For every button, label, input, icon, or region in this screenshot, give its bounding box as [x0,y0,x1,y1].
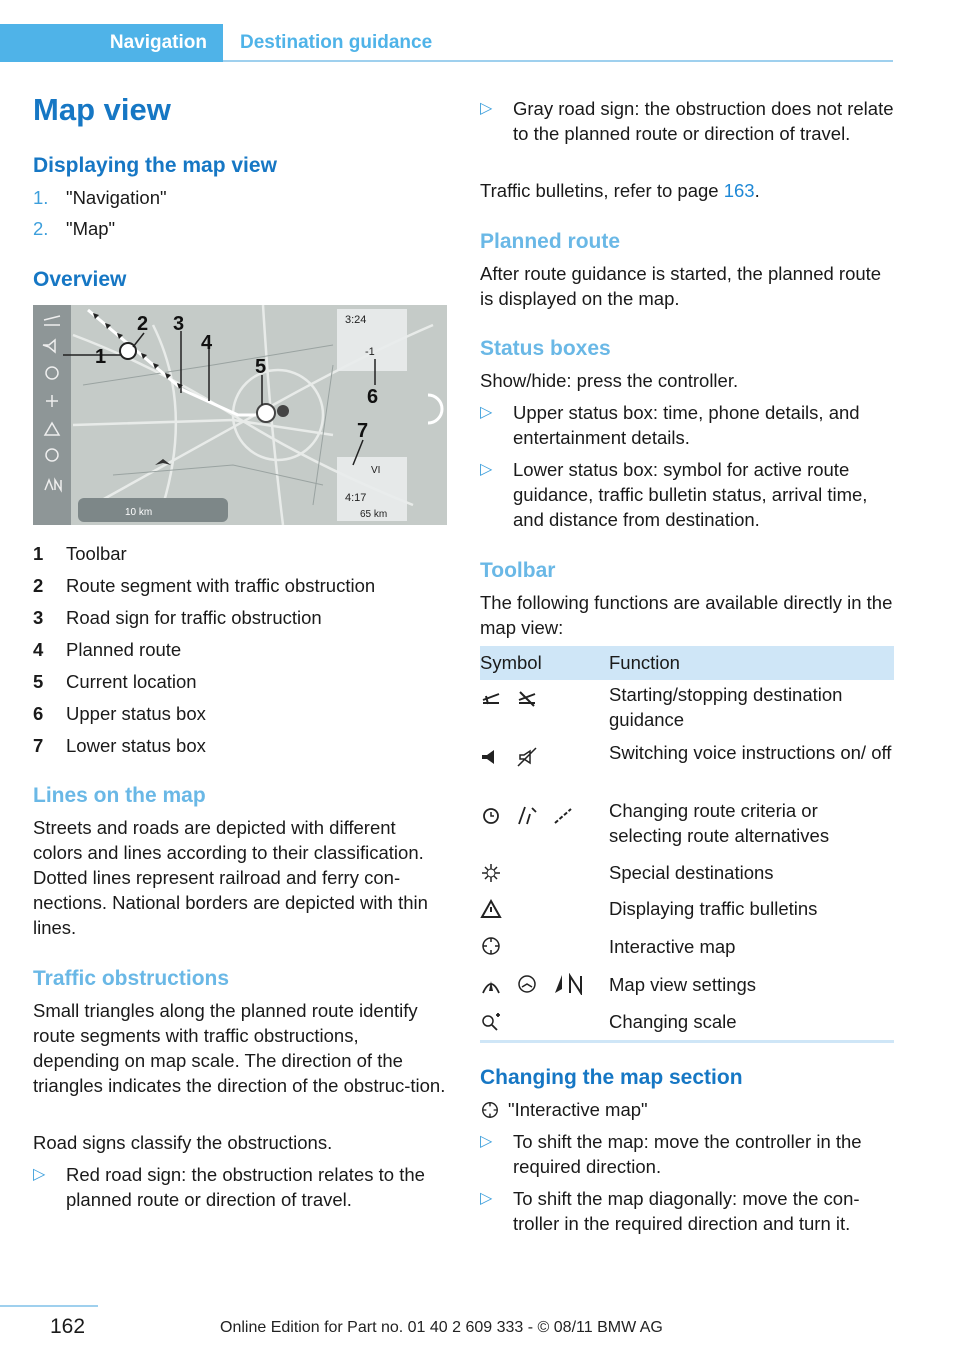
status-time: 3:24 [345,314,367,326]
table-row-symbols [480,898,502,920]
bullet-triangle-icon: ▷ [480,404,493,421]
table-bottom-rule [480,1040,894,1043]
traffic-paragraph: Small triangles along the planned route identify route segments with traffic obstructions, depending on map scale. The direction of the triangles indicates the direction of the obstruc-tion. [33,1000,446,1096]
route-alt1-icon [516,804,538,826]
traffic-bulletin-icon [480,898,502,920]
route-alt2-icon [552,804,574,826]
bullet-text: To shift the map diagonally: move the con-troller in the required direction and turn it. [513,1188,860,1234]
bullet-gray-sign [480,96,894,146]
heading-planned: Planned route [480,230,621,253]
legend-number: 7 [33,735,44,756]
voice-off-icon [516,746,538,768]
page-link[interactable]: 163 [723,180,755,201]
status-paragraph: Show/hide: press the controller. [480,370,739,391]
legend-number: 6 [33,703,44,724]
status-arrival: 4:17 [345,492,367,504]
bullet-triangle-icon: ▷ [33,1166,46,1183]
legend-item [33,701,206,726]
heading-overview: Overview [33,268,127,291]
bullet-text: Lower status box: symbol for active route guidance, traffic bulletin status, arrival time, and distance from destination. [513,459,868,530]
callout-5: 5 [255,356,267,378]
table-row-function: Starting/stopping destination guidance [609,684,843,730]
interactive-map-text: "Interactive map" [508,1099,648,1120]
table-row-symbols [480,935,502,957]
legend-item [33,605,322,630]
interactive-map-icon [480,935,502,957]
table-row-function: Map view settings [609,974,757,995]
legend-text: Route segment with traffic obstruction [66,575,376,596]
map-screenshot [33,305,447,525]
table-row-function: Displaying traffic bulletins [609,898,818,919]
legend-item [33,637,181,662]
route-criteria-icon [480,804,502,826]
toolbar-intro: The following functions are available directly in the map view: [480,592,893,638]
tab-navigation[interactable]: Navigation [0,24,223,62]
status-distance: 65 km [360,509,388,520]
traffic-signs: Road signs classify the obstructions. [33,1132,333,1153]
planned-paragraph: After route guidance is started, the planned route is displayed on the map. [480,263,882,309]
bullet-triangle-icon: ▷ [480,100,493,117]
callout-2: 2 [137,313,149,335]
col-symbol: Symbol [480,652,542,673]
legend-text: Road sign for traffic obstruction [66,607,322,628]
callout-7: 7 [357,420,369,442]
page-number-rule [0,1305,98,1307]
table-row-function: Changing scale [609,1011,737,1032]
legend-number: 1 [33,543,44,564]
heading-changing: Changing the map section [480,1066,743,1089]
callout-3: 3 [173,313,185,335]
status-lane: VI [371,465,381,476]
bullet-text: Gray road sign: the obstruction does not relate to the planned route or direction of travel. [513,98,894,144]
legend-item [33,541,127,566]
col-function: Function [609,652,680,673]
step-number: 2. [33,218,49,239]
status-phone: -1 [365,346,375,358]
table-row-symbols [480,688,538,710]
step-text: "Map" [66,218,116,239]
legend-item [33,573,375,598]
map-toolbar [33,305,71,525]
page-number: 162 [50,1315,86,1338]
map-scale-bar [78,498,228,522]
bullet-text: To shift the map: move the controller in the required direction. [513,1131,862,1177]
current-location-marker [257,404,275,422]
bullet-triangle-icon: ▷ [480,1133,493,1150]
legend-number: 5 [33,671,44,692]
step-number: 1. [33,187,49,208]
bulletins-end: . [754,180,760,201]
callout-6: 6 [367,386,379,408]
table-row-function: Changing route criteria or selecting route alternatives [609,800,830,846]
legend-item [33,733,206,758]
destination-marker [277,405,289,417]
legend-text: Upper status box [66,703,206,724]
table-row-symbols [480,862,502,884]
map-view-icon [516,973,538,995]
table-header [480,646,894,680]
lines-paragraph: Streets and roads are depicted with different colors and lines according to their classification. Dotted lines represent railroad and ferry con-nections. National borders are depicted with thin lines. [33,817,428,938]
legend-text: Planned route [66,639,182,660]
legend-item [33,669,197,694]
map-perspective-icon [480,973,502,995]
page-title: Map view [33,92,171,127]
bullet-text: Upper status box: time, phone details, and entertainment details. [513,402,860,448]
special-destinations-icon [480,862,502,884]
table-row-symbols [480,804,574,826]
table-row-symbols [480,973,586,995]
heading-status: Status boxes [480,337,611,360]
bullet-lower-status [480,457,894,532]
map-scale-label: 10 km [125,507,153,518]
heading-toolbar: Toolbar [480,559,556,582]
bullet-triangle-icon: ▷ [480,1190,493,1207]
footer-edition: Online Edition for Part no. 01 40 2 609 333 - © 08/11 BMW AG [220,1319,663,1336]
bullet-diagonal [480,1186,894,1236]
map-north-icon [552,973,586,995]
zoom-scale-icon [480,1011,502,1033]
route-stop-icon [516,688,538,710]
interactive-map-icon [480,1100,500,1120]
table-row-function: Switching voice instructions on/ off [609,742,892,763]
tab-destination-guidance[interactable]: Destination guidance [240,32,433,53]
step-2 [33,216,115,241]
legend-text: Toolbar [66,543,127,564]
legend-number: 4 [33,639,44,660]
table-row-function: Interactive map [609,936,736,957]
legend-text: Lower status box [66,735,206,756]
bulletins-text: Traffic bulletins, refer to page [480,180,724,201]
interactive-map-label [480,1097,648,1122]
bullet-triangle-icon: ▷ [480,461,493,478]
route-start-icon [480,688,502,710]
legend-text: Current location [66,671,197,692]
callout-4: 4 [201,332,213,354]
bulletins-ref [480,178,760,203]
legend-number: 3 [33,607,44,628]
bullet-upper-status [480,400,894,450]
bullet-shift [480,1129,894,1179]
table-row-function: Special destinations [609,862,774,883]
legend-number: 2 [33,575,44,596]
step-1 [33,185,167,210]
step-text: "Navigation" [66,187,167,208]
heading-displaying: Displaying the map view [33,154,277,177]
voice-on-icon [480,746,502,768]
heading-lines: Lines on the map [33,784,206,807]
table-row-symbols [480,1011,502,1033]
bullet-text: Red road sign: the obstruction relates to the planned route or direction of travel. [66,1164,425,1210]
bullet-red-sign [33,1162,447,1212]
table-row-symbols [480,746,538,768]
heading-traffic: Traffic obstructions [33,967,230,990]
callout-1: 1 [95,346,107,368]
